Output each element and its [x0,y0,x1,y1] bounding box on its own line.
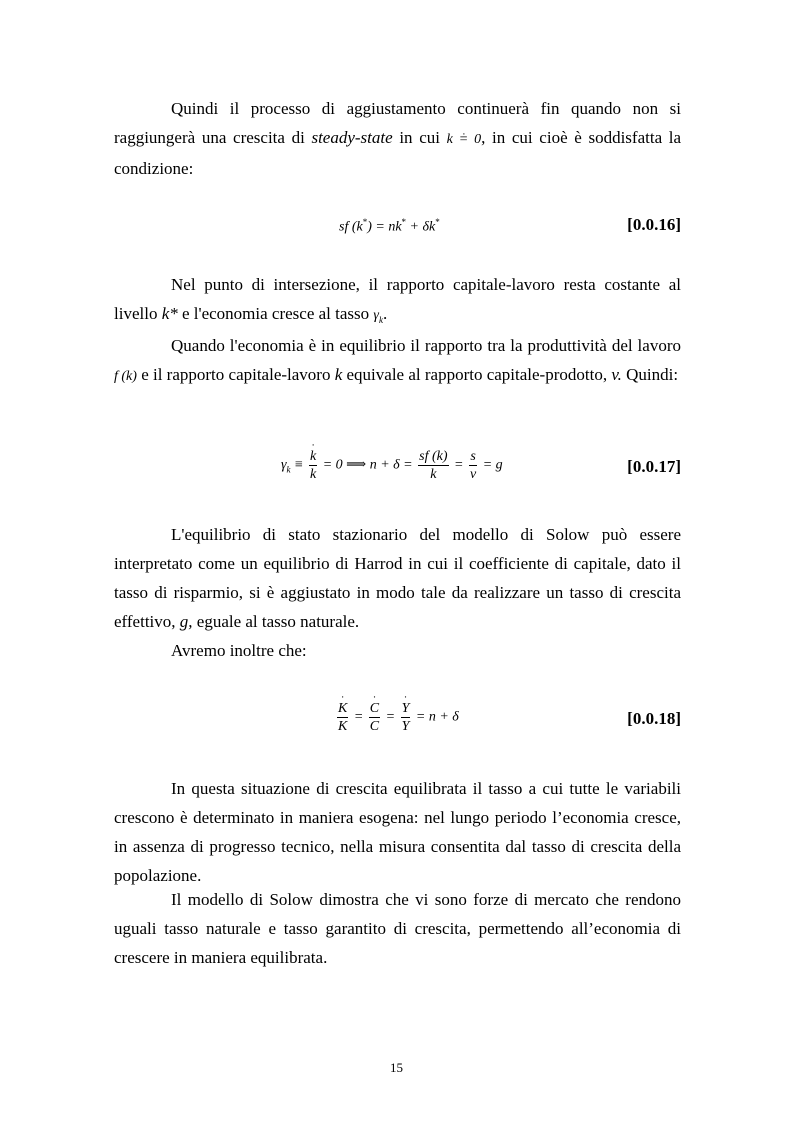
page-number: 15 [390,1060,403,1075]
paragraph-market-forces: Il modello di Solow dimostra che vi sono forze di mercato che rendono uguali tasso naturale e tasso garantito di crescita, permettendo all’economia di crescere in maniera equilibrata. [114,890,681,967]
paragraph-adjustment: Quindi il processo di aggiustamento continuerà fin quando non si raggiungerà una crescita di steady-state in cui ˙ k = 0, in cui cioè è soddisfatta la condizione: [114,94,681,183]
gamma-k-math: $\gamma_k$ [373,308,383,325]
equation-0-0-17 [114,448,681,488]
equation-body: ˙ $\frac{K}{K}$ = ˙ $\frac{C}{C}$ = ˙ $\frac{Y}{Y}$ = n + δ [335,700,459,735]
equation-body: $\gamma_k$ ≡ ˙ $\frac{k}{k}$ = 0 ⟹ n + δ = $\frac{sf (k)}{k}$ = $\frac{s}{v}$ = g [281,448,503,483]
f-of-k-math: f (k) [114,369,137,384]
paragraph-harrod: L'equilibrio di stato stazionario del modello di Solow può essere interpretato come un equilibrio di Harrod in cui il coefficiente di capitale, dato il tasso di risparmio, si è aggiustato in modo tale da realizzare un tasso di crescita effettivo, g, eguale al tasso naturale. [114,525,681,631]
paragraph-equilibrium: Quando l'economia è in equilibrio il rapporto tra la produttività del lavoro f (k) e il rapporto capitale-lavoro k equivale al rapporto capitale-prodotto, v. Quindi: [114,336,681,384]
paragraph-intersection: Nel punto di intersezione, il rapporto capitale-lavoro resta costante al livello k* e l'economia cresce al tasso $\gamma_k$. [114,275,681,325]
equation-0-0-18 [114,700,681,740]
equation-number: [0.0.17] [627,457,681,476]
equation-number: [0.0.18] [627,709,681,728]
paragraph-balanced-growth: In questa situazione di crescita equilibrata il tasso a cui tutte le variabili crescono è determinato in maniera esogena: nel lungo periodo l’economia cresce, in assenza di progresso tecnico, nella misura consentita dal tasso di crescita della popolazione. [114,779,681,885]
equation-0-0-16 [114,213,681,253]
equation-number: [0.0.16] [627,215,681,234]
k-dot-math: ˙ k = 0 [447,132,481,147]
paragraph-avremo: Avremo inoltre che: [171,641,307,660]
equation-body: sf (k*) = nk* + δk* [339,217,440,235]
